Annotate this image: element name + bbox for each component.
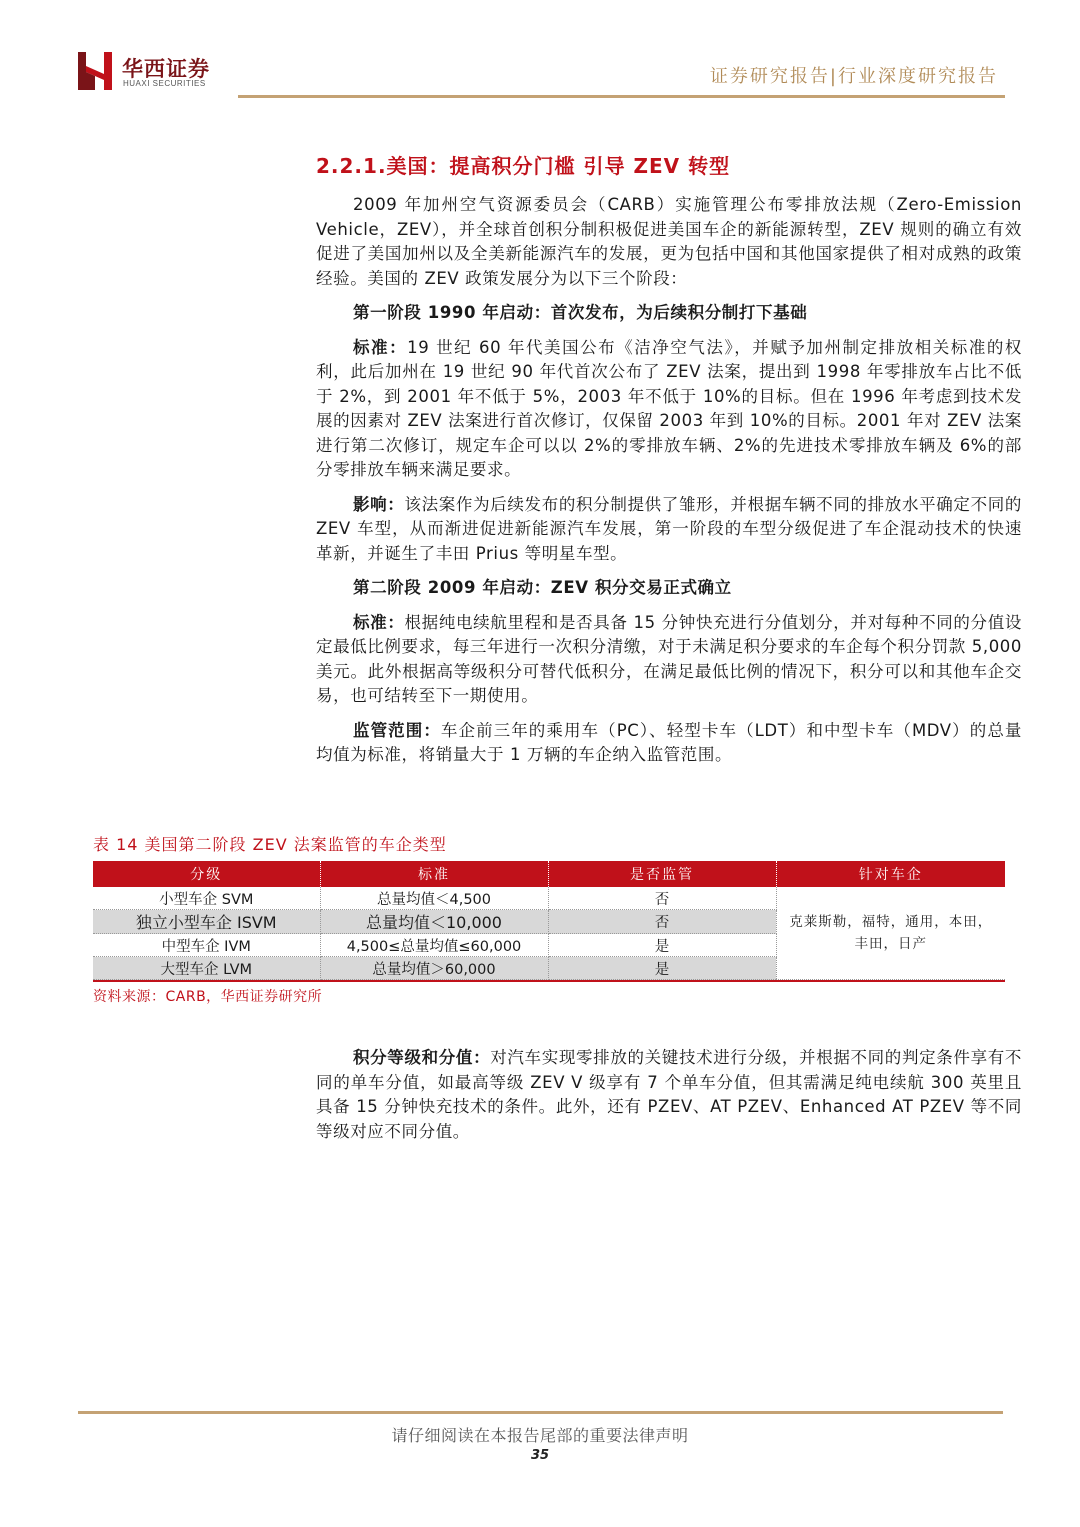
zev-regulation-table xyxy=(93,861,1005,980)
stage2-heading: 第二阶段 2009 年启动：ZEV 积分交易正式确立 xyxy=(353,578,732,597)
stage1-standard-text: 19 世纪 60 年代美国公布《洁净空气法》，并赋予加州制定排放相关标准的权利，此后加州在 19 世纪 90 年代首次公布了 ZEV 法案，提出到 1998 年零排放车占比不低于 2%，到 2001 年不低于 5%，2003 年不低于 10%的目标。但在 1996 年考虑到技术发展的因素对 ZEV 法案进行首次修订，仅保留 2003 年到 10%的目标。2001 年对 ZEV 法案进行第二次修订，规定车企可以以 2%的零排放车辆、2%的先进技术零排放车辆及 6%的部分零排放车辆来满足要求。 xyxy=(316,337,1022,479)
cell-standard: 4,500≤总量均值≤60,000 xyxy=(320,934,548,957)
stage2-scope-paragraph xyxy=(316,719,1022,768)
stage1-standard-paragraph xyxy=(316,336,1022,483)
cell-standard: 总量均值＜10,000 xyxy=(320,910,548,934)
stage2-standard-text: 根据纯电续航里程和是否具备 15 分钟快充进行分值划分，并对每种不同的分值设定最低比例要求，每三年进行一次积分清缴，对于未满足积分要求的车企每个积分罚款 5,000 美元。此外根据高等级积分可替代低积分，在满足最低比例的情况下，积分可以和其他车企交易，也可结转至下一期使用。 xyxy=(316,612,1022,705)
cell-standard: 总量均值＞60,000 xyxy=(320,957,548,980)
stage1-impact-label: 影响： xyxy=(353,494,405,514)
main-content-continued xyxy=(316,1046,1022,1144)
logo-text-en: HUAXI SECURITIES xyxy=(123,79,206,88)
table-source: 资料来源：CARB，华西证券研究所 xyxy=(93,989,323,1005)
legal-disclaimer: 请仔细阅读在本报告尾部的重要法律声明 xyxy=(391,1426,689,1445)
cell-grade: 小型车企 SVM xyxy=(93,887,320,910)
table-caption: 表 14 美国第二阶段 ZEV 法案监管的车企类型 xyxy=(93,835,447,854)
cell-target-companies: 克莱斯勒，福特，通用，本田，丰田，日产 xyxy=(776,887,1005,980)
page-header xyxy=(0,0,1080,100)
stage1-impact-paragraph xyxy=(316,493,1022,567)
huaxi-logo-icon xyxy=(78,52,112,90)
stage1-heading: 第一阶段 1990 年启动：首次发布，为后续积分制打下基础 xyxy=(353,303,808,322)
table-row xyxy=(93,887,1005,910)
report-type-label: 证券研究报告|行业深度研究报告 xyxy=(709,66,998,87)
section-title: 2.2.1.美国：提高积分门槛 引导 ZEV 转型 xyxy=(316,154,731,178)
stage1-impact-text: 该法案作为后续发布的积分制提供了雏形，并根据车辆不同的排放水平确定不同的 ZEV 车型，从而渐进促进新能源汽车发展，第一阶段的车型分级促进了车企混动技术的快速革新，并诞生了丰田 Prius 等明星车型。 xyxy=(316,494,1022,563)
main-content xyxy=(316,150,1022,768)
company-logo xyxy=(78,52,218,92)
credits-label: 积分等级和分值： xyxy=(353,1048,491,1067)
cell-regulated: 否 xyxy=(548,910,776,934)
credits-text: 对汽车实现零排放的关键技术进行分级，并根据不同的判定条件享有不同的单车分值，如最高等级 ZEV V 级享有 7 个单车分值，但其需满足纯电续航 300 英里且具备 15 分钟快充技术的条件。此外，还有 PZEV、AT PZEV、Enhanced AT PZEV 等不同等级对应不同分值。 xyxy=(316,1048,1022,1141)
cell-grade: 独立小型车企 ISVM xyxy=(93,910,320,934)
cell-regulated: 是 xyxy=(548,934,776,957)
cell-standard: 总量均值＜4,500 xyxy=(320,887,548,910)
credits-paragraph xyxy=(316,1046,1022,1144)
header-grade: 分级 xyxy=(93,861,320,887)
cell-grade: 中型车企 IVM xyxy=(93,934,320,957)
header-regulated: 是否监管 xyxy=(548,861,776,887)
table-header-row xyxy=(93,861,1005,887)
header-target: 针对车企 xyxy=(776,861,1005,887)
header-standard: 标准 xyxy=(320,861,548,887)
cell-regulated: 否 xyxy=(548,887,776,910)
footer-divider xyxy=(78,1411,1003,1414)
stage1-standard-label: 标准： xyxy=(353,337,408,357)
stage2-scope-text: 车企前三年的乘用车（PC）、轻型卡车（LDT）和中型卡车（MDV）的总量均值为标准，将销量大于 1 万辆的车企纳入监管范围。 xyxy=(316,720,1022,764)
stage2-scope-label: 监管范围： xyxy=(353,720,441,740)
stage2-standard-label: 标准： xyxy=(353,612,405,632)
header-divider xyxy=(238,95,1005,98)
intro-paragraph: 2009 年加州空气资源委员会（CARB）实施管理公布零排放法规（Zero-Emission Vehicle，ZEV），并全球首创积分制积极促进美国车企的新能源转型，ZEV 规则的确立有效促进了美国加州以及全美新能源汽车的发展，更为包括中国和其他国家提供了相对成熟的政策经验。美国的 ZEV 政策发展分为以下三个阶段： xyxy=(316,195,1022,288)
cell-grade: 大型车企 LVM xyxy=(93,957,320,980)
stage2-standard-paragraph xyxy=(316,611,1022,709)
logo-text-cn: 华西证券 xyxy=(122,57,210,81)
page-number: 35 xyxy=(530,1448,550,1463)
table-bottom-rule xyxy=(93,980,1005,982)
zev-table-section xyxy=(93,832,1005,1006)
cell-regulated: 是 xyxy=(548,957,776,980)
